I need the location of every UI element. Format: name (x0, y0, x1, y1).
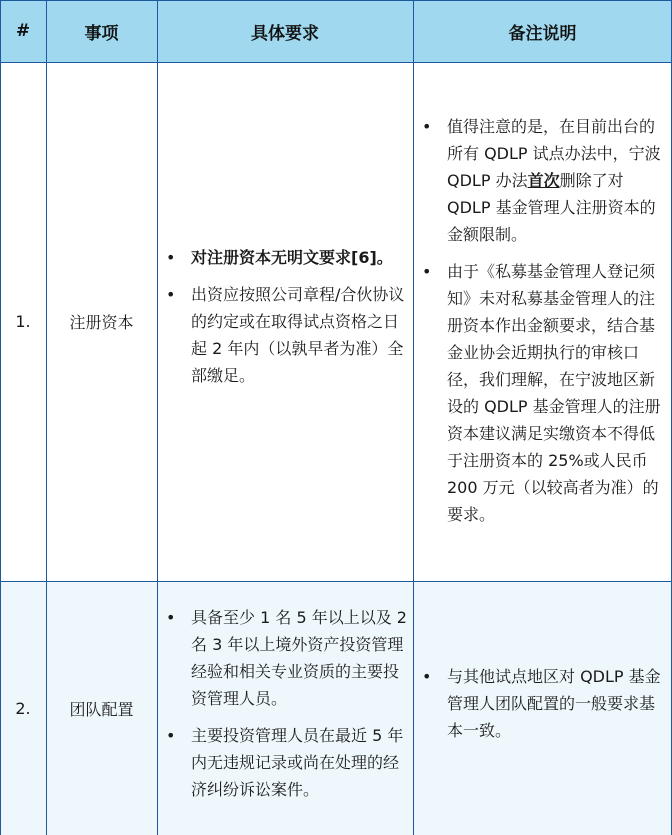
list-item: • 具备至少 1 名 5 年以上以及 2 名 3 年以上境外资产投资管理经验和相关专业资质的主要投资管理人员。 (166, 607, 407, 708)
header-item: 事项 (84, 23, 119, 44)
row-2-number: 2. (15, 698, 31, 718)
grid-line (0, 0, 1, 835)
row-1-item: 注册资本 (69, 313, 134, 332)
row-1-requirements (157, 62, 413, 581)
list-item: • 对注册资本无明文要求[6]。 (166, 248, 393, 267)
header-notes: 备注说明 (508, 23, 577, 44)
list-item: • 主要投资管理人员在最近 5 年内无违规记录或尚在处理的经济纠纷诉讼案件。 (166, 725, 404, 799)
grid-line (46, 0, 47, 835)
row-1-number: 1. (15, 312, 31, 331)
row-2-notes (413, 581, 672, 835)
row-2-item: 团队配置 (69, 699, 134, 719)
list-item: • 值得注意的是，在目前出台的所有 QDLP 试点办法中，宁波 QDLP 办法首次删除了对 QDLP 基金管理人注册资本的金额限制。 (422, 117, 661, 244)
grid-line (0, 581, 672, 582)
grid-line (0, 0, 672, 1)
header-requirements: 具体要求 (251, 23, 319, 44)
grid-line (0, 62, 672, 63)
header-number: # (15, 21, 31, 41)
row-1-notes (413, 70, 672, 581)
list-item: • 出资应按照公司章程/合伙协议的约定或在取得试点资格之日起 2 年内（以孰早者为准）全部缴足。 (166, 285, 405, 385)
grid-line (157, 0, 158, 835)
list-item: • 与其他试点地区对 QDLP 基金管理人团队配置的一般要求基本一致。 (422, 666, 661, 740)
grid-line (413, 0, 414, 835)
row-2-requirements (157, 581, 413, 835)
list-item: • 由于《私募基金管理人登记须知》未对私募基金管理人的注册资本作出金额要求，结合基金业协会近期执行的审核口径，我们理解，在宁波地区新设的 QDLP 基金管理人的注册资本建议满足实缴资本不得低于注册资本的 25%或人民币 200 万元（以较高者为准）的要求。 (422, 262, 661, 524)
